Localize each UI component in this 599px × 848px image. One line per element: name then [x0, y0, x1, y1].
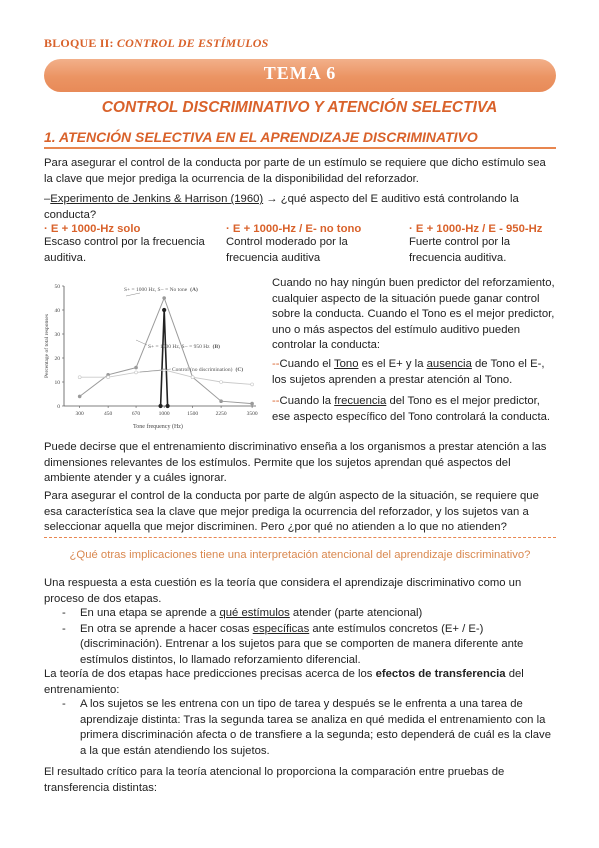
- list-item-transfer: - A los sujetos se les entrena con un tipo de tarea y después se le enfrenta a una tarea de aprendizaje distinta: Tras la segunda tarea se analiza en qué medida el entrenamiento con la primera discriminación afecta o de transfiere a la segunda; esto dependerá de cuál es la clave a la que están atendiendo los sujetos.: [62, 698, 551, 757]
- data-point: [220, 381, 223, 384]
- experiment-line: –Experimento de Jenkins & Harrison (1960) → ¿qué aspecto del E auditivo está controlando la conducta?: [44, 193, 519, 221]
- data-point: [107, 376, 110, 379]
- section-rule: [44, 147, 556, 149]
- list-item-stage-1: - En una etapa se aprende a qué estímulos atender (parte atencional): [62, 607, 423, 619]
- right-paragraph-3: --Cuando la frecuencia del Tono es el mejor predictor, ese aspecto específico del Tono controlará la conducta.: [272, 395, 550, 423]
- series-c-label: Control (no discrimination) (C): [172, 367, 244, 373]
- paragraph-critical-result: El resultado crítico para la teoría atencional lo proporciona la comparación entre pruebas de transferencia distintas:: [44, 766, 505, 794]
- data-point: [135, 371, 138, 374]
- transfer-list: [58, 697, 558, 759]
- data-point: [159, 404, 163, 408]
- x-tick-label: 3500: [246, 411, 258, 417]
- question-line: ¿Qué otras implicaciones tiene una interpretación atencional del aprendizaje discriminativo?: [69, 549, 531, 561]
- x-tick-label: 2250: [215, 411, 227, 417]
- y-tick-label: 30: [54, 332, 60, 338]
- data-point: [135, 366, 138, 369]
- paragraph-transfer: La teoría de dos etapas hace predicciones precisas acerca de los efectos de transferencia del entrenamiento:: [44, 668, 524, 696]
- condition-1: · E + 1000-Hz solo Escaso control por la frecuencia auditiva.: [44, 223, 205, 264]
- y-tick-label: 40: [54, 308, 60, 314]
- condition-2: · E + 1000-Hz / E- no tono Control moderado por la frecuencia auditiva: [226, 223, 362, 264]
- block-label: BLOQUE II: CONTROL DE ESTÍMULOS: [44, 36, 269, 50]
- right-paragraph-2: --Cuando el Tono es el E+ y la ausencia de Tono el E-, los sujetos aprenden a prestar atención al Tono.: [272, 358, 545, 386]
- intro-paragraph: Para asegurar el control de la conducta por parte de un estímulo se requiere que dicho estímulo sea la clave que mejor prediga la ocurrencia de la disponibilidad del reforzador.: [44, 157, 546, 185]
- data-point: [251, 383, 254, 386]
- data-point: [251, 402, 254, 405]
- dashed-divider: [44, 537, 556, 538]
- y-axis-label: Percentage of total responses: [44, 314, 50, 378]
- x-axis-label: Tone frequency (Hz): [133, 424, 183, 430]
- x-tick-label: 300: [75, 411, 84, 417]
- right-paragraph-1: Cuando no hay ningún buen predictor del reforzamiento, cualquier aspecto de la situación puede ganar control sobre la conducta. Cuando el Tono es el mejor predictor, uno o más aspectos del estímulo auditivo pueden controlar la conducta:: [272, 277, 555, 351]
- stages-list: [58, 606, 558, 668]
- data-point: [191, 376, 194, 379]
- section-title: 1. ATENCIÓN SELECTIVA EN EL APRENDIZAJE DISCRIMINATIVO: [44, 129, 478, 145]
- series-line-b: [161, 310, 168, 406]
- page-title: CONTROL DISCRIMINATIVO Y ATENCIÓN SELECTIVA: [101, 99, 498, 116]
- series-a-label: S+ = 1000 Hz, S− = No tone (A): [124, 287, 198, 293]
- data-point: [220, 400, 223, 403]
- data-point: [78, 376, 81, 379]
- paragraph-predictor: Para asegurar el control de la conducta por parte de algún aspecto de la situación, se requiere que esa característica sea la clave que mejor prediga la ocurrencia del reforzador, y los sujetos van a seleccionar aquella que mejor discriminen. Pero ¿por qué no atienden a lo que no atienden?: [44, 490, 539, 533]
- data-point: [162, 308, 166, 312]
- condition-3: · E + 1000-Hz / E - 950-Hz Fuerte control por la frecuencia auditiva.: [409, 223, 543, 264]
- x-tick-label: 1000: [158, 411, 170, 417]
- generalization-gradient-chart: [40, 276, 266, 434]
- series-b-label: S+ = 1000 Hz, S− = 950 Hz (B): [148, 344, 220, 350]
- tema-title: TEMA 6: [263, 63, 337, 83]
- y-tick-label: 20: [54, 356, 60, 362]
- x-tick-label: 670: [131, 411, 141, 417]
- data-point: [163, 297, 166, 300]
- x-tick-label: 450: [103, 411, 113, 417]
- data-point: [166, 404, 170, 408]
- y-tick-label: 10: [54, 380, 60, 386]
- y-tick-label: 0: [57, 404, 60, 410]
- list-item-stage-2: - En otra se aprende a hacer cosas específicas ante estímulos concretos (E+ / E-) (discriminación). Entrenar a los sujetos para que se comporten de manera diferente ante estímulos distintos, lo llamado reforzamiento diferencial.: [62, 622, 524, 666]
- paragraph-two-stage: Una respuesta a esta cuestión es la teoría que considera el aprendizaje discriminativo como un proceso de dos etapas.: [44, 577, 522, 605]
- data-point: [78, 395, 81, 398]
- y-tick-label: 50: [54, 284, 60, 290]
- paragraph-attention: Puede decirse que el entrenamiento discriminativo enseña a los organismos a prestar atención a las dimensiones relevantes de los estímulos. Permite que los sujetos aprendan qué aspectos del ambiente atender y a cuáles ignorar.: [44, 441, 547, 484]
- experiment-reference: Experimento de Jenkins & Harrison (1960): [50, 193, 264, 205]
- x-tick-label: 1500: [187, 411, 199, 417]
